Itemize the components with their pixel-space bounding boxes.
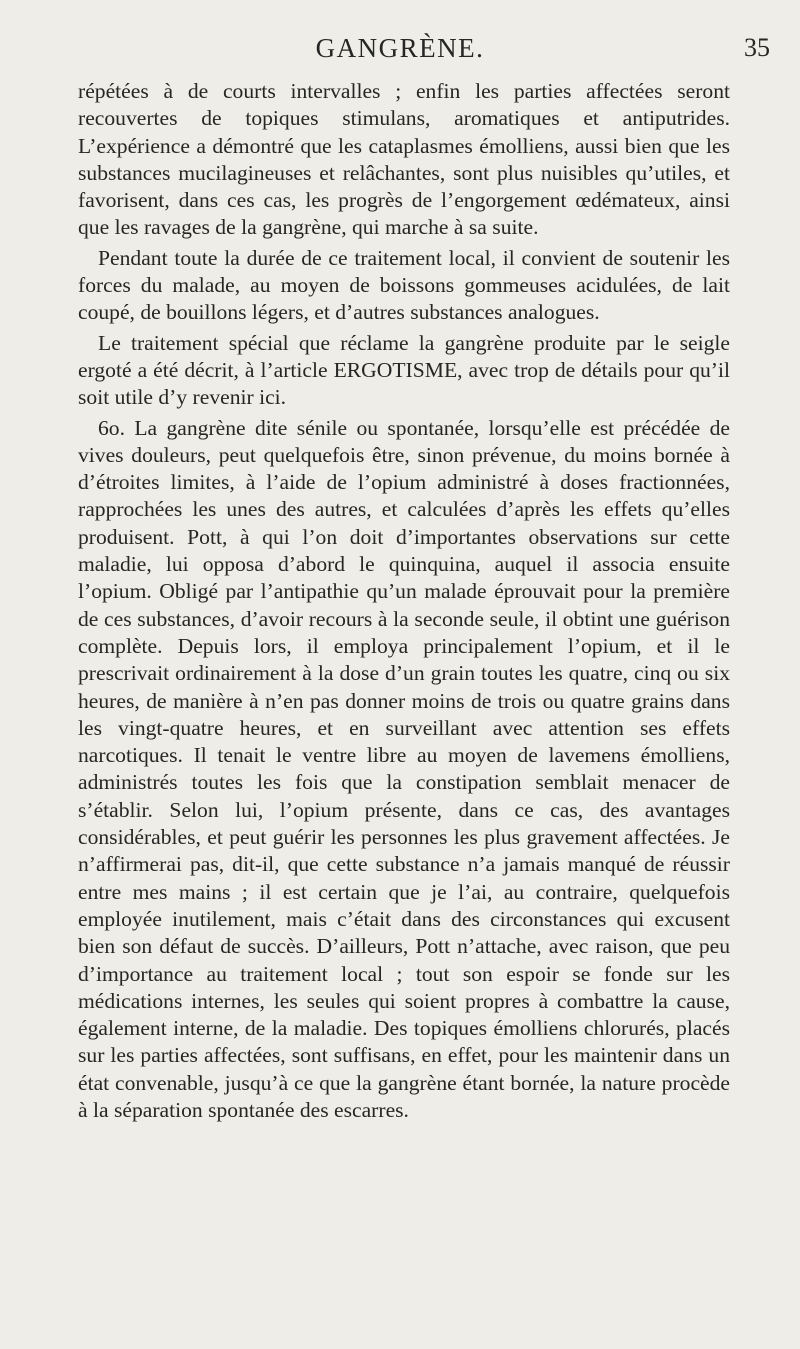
body-text bbox=[78, 78, 730, 1124]
paragraph-strength-support: Pendant toute la durée de ce traitement local, il convient de soutenir les forces du malade, au moyen de boissons gommeuses acidulées, de lait coupé, de bouillons légers, et d’autres substances analogues. bbox=[78, 245, 730, 325]
paragraph-continued: répétées à de courts intervalles ; enfin les parties affectées seront recouvertes de topiques stimulans, aromatiques et antiputrides. L’expérience a démontré que les cataplasmes émolliens, aussi bien que les substances mucilagineuses et relâchantes, sont plus nuisibles qu’utiles, et favorisent, dans ces cas, les progrès de l’engorgement œdémateux, ainsi que les ravages de la gangrène, qui marche à sa suite. bbox=[78, 79, 730, 240]
running-title: GANGRÈNE. bbox=[315, 33, 485, 63]
paragraph-senile-gangrene: 6o. La gangrène dite sénile ou spontanée, lorsqu’elle est précédée de vives douleurs, peut quelquefois être, sinon prévenue, du moins bornée à d’étroites limites, à l’aide de l’opium administré à doses fractionnées, rapprochées les unes des autres, et calculées d’après les effets qu’elles produisent. Pott, à qui l’on doit d’importantes observations sur cette maladie, lui opposa d’abord le quinquina, auquel il associa ensuite l’opium. Obligé par l’antipathie qu’un malade éprouvait pour la première de ces substances, d’avoir recours à la seconde seule, il obtint une guérison complète. Depuis lors, il employa principalement l’opium, et il le prescrivait ordinairement à la dose d’un grain toutes les quatre, cinq ou six heures, de manière à n’en pas donner moins de trois ou quatre grains dans les vingt-quatre heures, et en surveillant avec attention ses effets narcotiques. Il tenait le ventre libre au moyen de lavemens émolliens, administrés toutes les fois que la constipation semblait menacer de s’établir. Selon lui, l’opium présente, dans ce cas, des avantages considérables, et peut guérir les personnes les plus gravement affectées. Je n’affirmerai pas, dit-il, que cette substance n’a jamais manqué de réussir entre mes mains ; il est certain que je l’ai, au contraire, quelquefois employée inutilement, mais c’était dans des circonstances qui excusent bien son défaut de succès. D’ailleurs, Pott n’attache, avec raison, que peu d’importance au traitement local ; tout son espoir se fonde sur les médications internes, les seules qui soient propres à combattre la cause, également interne, de la maladie. Des topiques émolliens chlorurés, placés sur les parties affectées, sont suffisans, en effet, pour les maintenir dans un état convenable, jusqu’à ce que la gangrène étant bornée, la nature procède à la séparation spontanée des escarres. bbox=[78, 415, 730, 1122]
page-number: 35 bbox=[744, 33, 770, 62]
paragraph-ergotism: Le traitement spécial que réclame la gangrène produite par le seigle ergoté a été décrit, à l’article ERGOTISME, avec trop de détails pour qu’il soit utile d’y revenir ici. bbox=[78, 330, 730, 410]
